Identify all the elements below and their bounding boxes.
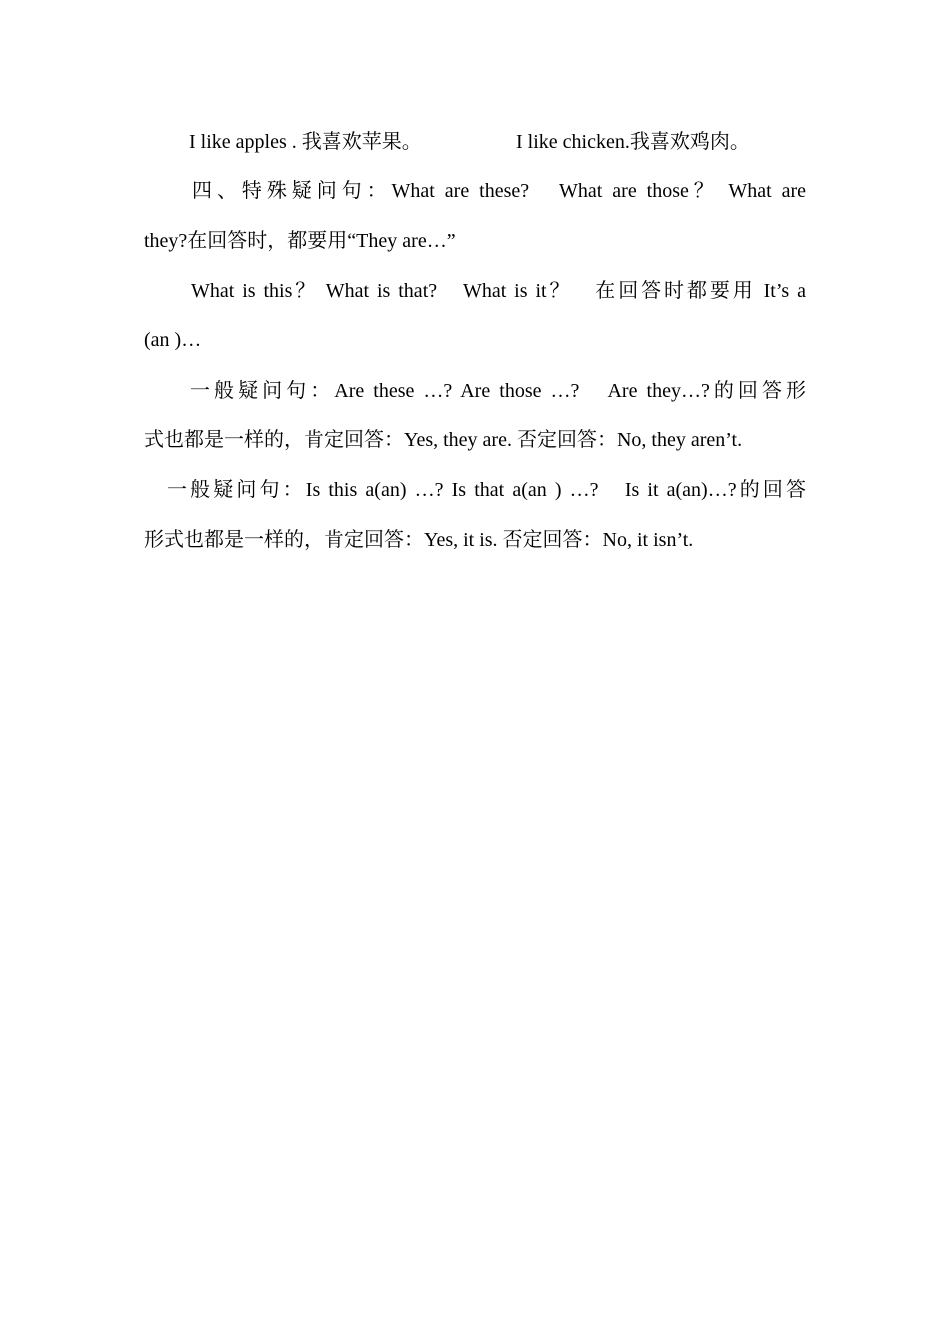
text-line-what-is-this: What is this？ What is that? What is it？ 在回答时都要用 It’s a [191, 280, 806, 302]
text-line-they-arent: 式也都是一样的，肯定回答：Yes, they are. 否定回答：No, they aren’t. [144, 429, 743, 451]
text-line-apples: I like apples . 我喜欢苹果。 [189, 131, 422, 153]
text-line-are-these: 一般疑问句：Are these …? Are those …? Are they…?的回答形 [190, 380, 806, 402]
text-line-is-this: 一般疑问句：Is this a(an) …? Is that a(an ) …? Is it a(an)…?的回答 [167, 479, 806, 501]
text-line-special-questions: 四、特殊疑问句：What are these? What are those？ What are [192, 180, 806, 202]
text-line-they-are: they?在回答时，都要用“They are…” [144, 230, 456, 252]
text-line-it-isnt: 形式也都是一样的，肯定回答：Yes, it is. 否定回答：No, it isn’t. [144, 529, 694, 551]
text-line-an: (an )… [144, 329, 202, 351]
text-line-chicken: I like chicken.我喜欢鸡肉。 [516, 131, 750, 153]
